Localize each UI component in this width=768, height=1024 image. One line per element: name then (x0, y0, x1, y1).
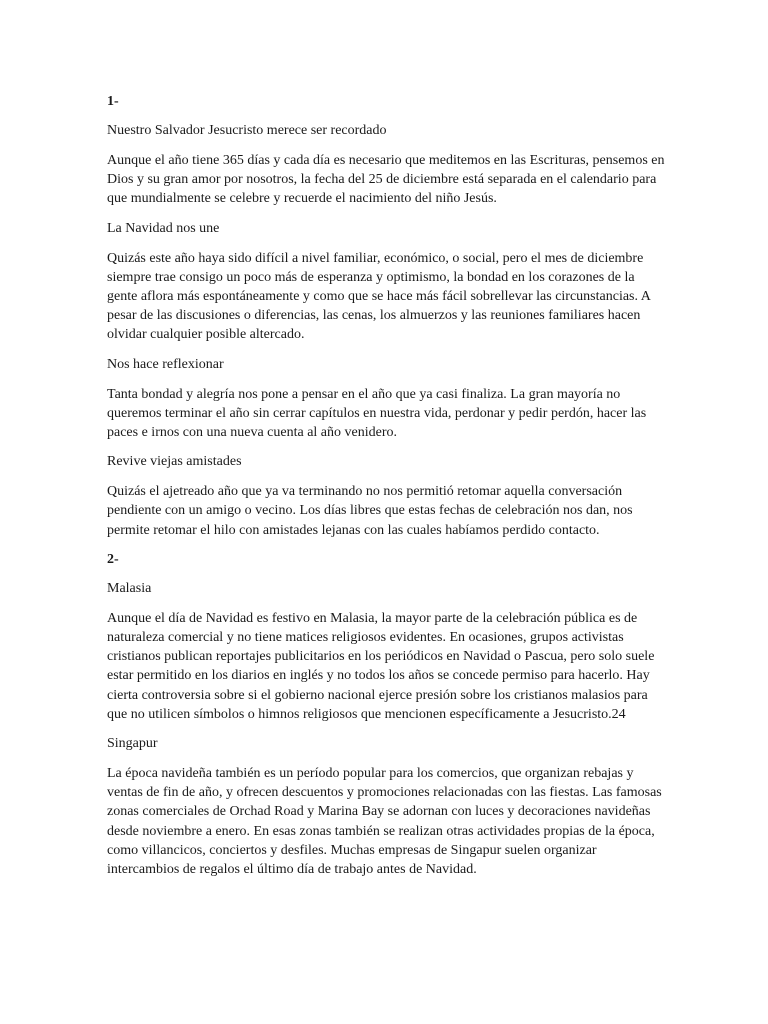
section-number: 1- (107, 94, 119, 109)
section-heading: Malasia (107, 580, 152, 596)
section-heading: Nos hace reflexionar (107, 356, 224, 372)
section-paragraph: Aunque el año tiene 365 días y cada día es necesario que meditemos en las Escrituras, pensemos en Dios y su gran amor por nosotros, la fecha del 25 de diciembre está separada en el calendario para que mundialmente se celebre y recuerde el nacimiento del niño Jesús. (107, 153, 665, 207)
section-paragraph: Quizás este año haya sido difícil a nivel familiar, económico, o social, pero el mes de diciembre siempre trae consigo un poco más de esperanza y optimismo, la bondad en los corazones de la gente aflora más espontáneamente y como que se hace más fácil sobrellevar las circunstancias. A pesar de las discusiones o diferencias, las cenas, los almuerzos y las reuniones familiares hacen olvidar cualquier posible altercado. (107, 250, 651, 343)
section-heading: Nuestro Salvador Jesucristo merece ser recordado (107, 123, 387, 138)
section-number: 2- (107, 551, 119, 567)
section-paragraph: Quizás el ajetreado año que ya va terminando no nos permitió retomar aquella conversación pendiente con un amigo o vecino. Los días libres que estas fechas de celebración nos dan, nos permite retomar el hilo con amistades lejanas con las cuales habíamos perdido contacto. (107, 484, 633, 538)
section-heading: Singapur (107, 736, 158, 752)
section-paragraph: Tanta bondad y alegría nos pone a pensar en el año que ya casi finaliza. La gran mayoría no queremos terminar el año sin cerrar capítulos en nuestra vida, perdonar y pedir perdón, hacer las paces e irnos con una nueva cuenta al año venidero. (107, 386, 647, 441)
document-page (107, 92, 667, 889)
section-paragraph: La época navideña también es un período popular para los comercios, que organizan rebajas y ventas de fin de año, y ofrecen descuentos y promociones relacionadas con las fiestas. Las famosas zonas comerciales de Orchad Road y Marina Bay se adornan con luces y decoraciones navideñas desde noviembre a enero. En esas zonas también se realizan otras actividades propias de la época, como villancicos, conciertos y desfiles. Muchas empresas de Singapur suelen organizar intercambios de regalos el último día de trabajo antes de Navidad. (107, 766, 662, 878)
section-heading: La Navidad nos une (107, 220, 220, 236)
section-heading: Revive viejas amistades (107, 454, 242, 470)
section-paragraph: Aunque el día de Navidad es festivo en Malasia, la mayor parte de la celebración pública es de naturaleza comercial y no tiene matices religiosos evidentes. En ocasiones, grupos activistas cristianos publican reportajes publicitarios en los periódicos en Navidad o Pascua, pero solo suele estar permitido en los diarios en inglés y no todos los años se concede permiso para hacerlo. Hay cierta controversia sobre si el gobierno nacional ejerce presión sobre los cristianos malasios para que no utilicen símbolos o himnos religiosos que mencionen específicamente a Jesucristo.24 (107, 610, 655, 722)
